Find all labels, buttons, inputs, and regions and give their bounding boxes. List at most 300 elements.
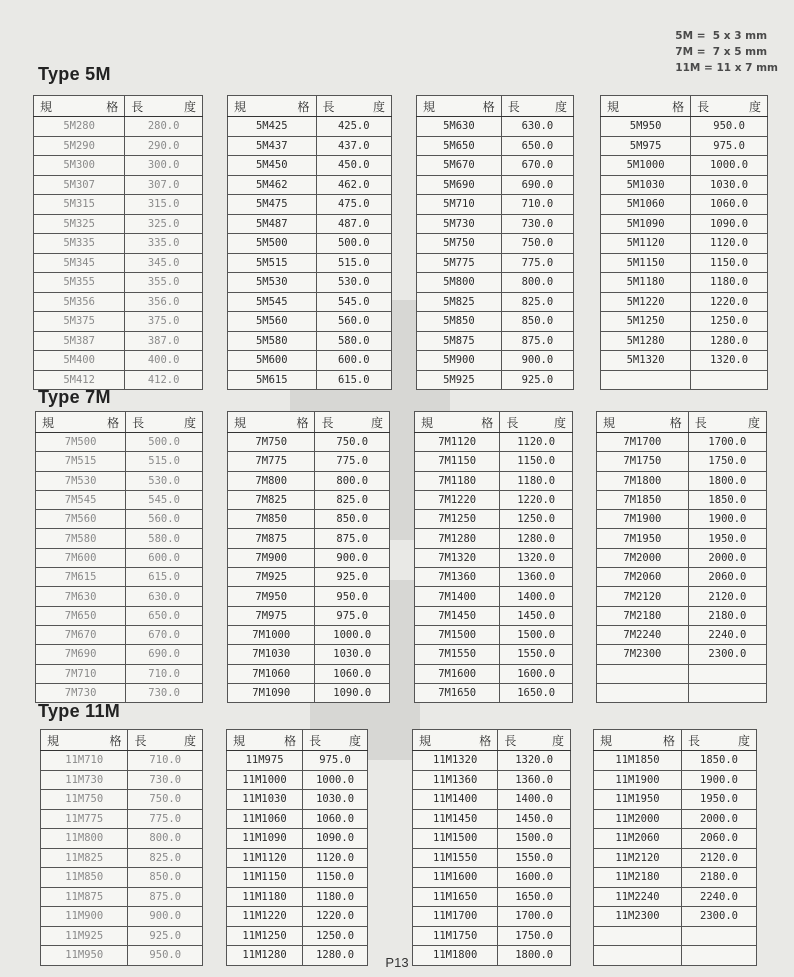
spec-header-c2: 格 [284,733,297,748]
spec-code: 7M1220 [415,490,500,509]
length-value: 1220.0 [303,907,368,927]
spec-code: 11M2300 [594,907,682,927]
table-row [228,587,390,606]
spec-header-c1: 規 [42,415,55,430]
table-row [228,253,392,273]
table-row [228,292,392,312]
length-value: 900.0 [501,351,573,371]
length-value: 356.0 [125,292,203,312]
spec-code: 5M900 [417,351,502,371]
spec-header-c2: 格 [482,99,495,114]
table-row [417,136,574,156]
length-value: 1000.0 [315,625,390,644]
spec-code: 5M355 [34,273,125,293]
length-header [128,730,203,751]
spec-code: 11M1150 [227,868,303,888]
length-value: 710.0 [126,664,203,683]
spec-code: 7M1750 [597,452,689,471]
table-header-row [34,96,203,117]
table-row [594,809,757,829]
length-value: 825.0 [501,292,573,312]
spec-header-c1: 規 [607,99,620,114]
length-value: 950.0 [691,117,768,137]
table-row [597,452,767,471]
table-row [601,273,768,293]
table-row [597,510,767,529]
table-row [594,868,757,888]
spec-code: 5M437 [228,136,317,156]
table-row [415,606,573,625]
table-header-row [597,412,767,433]
table-header-row [417,96,574,117]
length-value: 1750.0 [498,926,571,946]
spec-code: 5M1060 [601,195,691,215]
table-row [597,548,767,567]
length-value: 1180.0 [500,471,573,490]
spec-code: 7M1280 [415,529,500,548]
spec-code: 7M925 [228,568,315,587]
length-value: 825.0 [128,848,203,868]
length-value: 515.0 [316,253,391,273]
length-value: 2120.0 [688,587,766,606]
length-value: 580.0 [316,331,391,351]
spec-code: 7M775 [228,452,315,471]
table-row [228,606,390,625]
length-value: 710.0 [128,751,203,771]
length-value: 1280.0 [500,529,573,548]
length-header-c2: 度 [183,415,196,430]
table-row [34,351,203,371]
table-row [34,175,203,195]
length-header [315,412,390,433]
spec-code: 11M1450 [413,809,498,829]
length-value: 400.0 [125,351,203,371]
table-row [415,664,573,683]
length-value: 1280.0 [303,946,368,966]
spec-header [601,96,691,117]
table-row [227,907,368,927]
length-header [316,96,391,117]
spec-header [417,96,502,117]
spec-code: 7M900 [228,548,315,567]
length-header-c2: 度 [372,99,385,114]
spec-code: 5M450 [228,156,317,176]
spec-code: 7M1030 [228,645,315,664]
table-row [41,790,203,810]
spec-code: 5M1150 [601,253,691,273]
table-row [36,510,203,529]
length-value: 325.0 [125,214,203,234]
length-value: 1450.0 [498,809,571,829]
spec-header-c2: 格 [481,415,494,430]
table-row [36,568,203,587]
table-row [601,292,768,312]
spec-table-0-0 [33,95,203,390]
length-value: 925.0 [128,926,203,946]
spec-header-c2: 格 [109,733,122,748]
table-row [415,625,573,644]
spec-code: 5M690 [417,175,502,195]
length-header-c2: 度 [747,415,760,430]
spec-code: 7M1800 [597,471,689,490]
length-value: 1320.0 [500,548,573,567]
length-value: 800.0 [128,829,203,849]
spec-table-0-1 [227,95,392,390]
table-row [417,195,574,215]
spec-code: 5M925 [417,370,502,390]
spec-code: 11M710 [41,751,128,771]
length-value: 315.0 [125,195,203,215]
table-row [36,683,203,702]
table-row [228,331,392,351]
table-row [228,195,392,215]
spec-code: 11M2060 [594,829,682,849]
table-row [601,351,768,371]
table-row [417,253,574,273]
spec-code: 7M2300 [597,645,689,664]
table-row [415,433,573,452]
table-row [228,568,390,587]
length-header [688,412,766,433]
spec-code: 5M1220 [601,292,691,312]
length-value: 875.0 [128,887,203,907]
length-value: 1900.0 [688,510,766,529]
spec-code: 7M530 [36,471,126,490]
spec-code: 5M1000 [601,156,691,176]
length-value: 1450.0 [500,606,573,625]
spec-code: 7M1000 [228,625,315,644]
length-value: 800.0 [315,471,390,490]
table-row [41,829,203,849]
table-row [34,273,203,293]
spec-code: 7M1090 [228,683,315,702]
table-header-row [41,730,203,751]
length-value: 900.0 [128,907,203,927]
spec-code: 5M356 [34,292,125,312]
spec-code: 11M825 [41,848,128,868]
length-value: 300.0 [125,156,203,176]
table-header-row [601,96,768,117]
table-row [415,529,573,548]
length-value: 730.0 [501,214,573,234]
spec-code: 5M1030 [601,175,691,195]
length-value: 630.0 [126,587,203,606]
length-header [682,730,757,751]
table-row [228,490,390,509]
spec-header-c1: 規 [419,733,432,748]
spec-code [601,370,691,390]
length-value [691,370,768,390]
spec-code: 7M730 [36,683,126,702]
spec-table-0-2 [416,95,574,390]
table-row [413,809,571,829]
spec-header-c1: 規 [40,99,53,114]
spec-table-1-1 [227,411,390,703]
spec-code: 5M487 [228,214,317,234]
table-row [601,370,768,390]
table-row [601,253,768,273]
length-header-c1: 長 [134,733,147,748]
length-value: 1250.0 [303,926,368,946]
table-row [36,490,203,509]
table-row [34,253,203,273]
length-header-c1: 長 [322,99,335,114]
spec-header-c1: 規 [423,99,436,114]
spec-code [597,683,689,702]
spec-code: 7M600 [36,548,126,567]
spec-header [415,412,500,433]
length-value: 1180.0 [691,273,768,293]
table-row [597,606,767,625]
table-row [41,887,203,907]
length-value: 1320.0 [691,351,768,371]
table-row [227,770,368,790]
length-value: 2180.0 [682,868,757,888]
table-row [34,312,203,332]
spec-header-c1: 規 [47,733,60,748]
table-row [228,214,392,234]
spec-header-c1: 規 [234,99,247,114]
spec-code: 11M925 [41,926,128,946]
spec-header-c1: 規 [233,733,246,748]
table-row [41,770,203,790]
length-value: 290.0 [125,136,203,156]
spec-code: 11M950 [41,946,128,966]
length-value: 750.0 [315,433,390,452]
spec-code: 5M530 [228,273,317,293]
spec-code: 11M750 [41,790,128,810]
table-row [34,331,203,351]
table-row [417,370,574,390]
table-row [227,809,368,829]
length-header [498,730,571,751]
table-row [228,273,392,293]
spec-code: 7M500 [36,433,126,452]
table-row [413,848,571,868]
length-header-c1: 長 [309,733,322,748]
length-value: 1650.0 [498,887,571,907]
length-value: 775.0 [501,253,573,273]
spec-code: 7M1180 [415,471,500,490]
spec-header [34,96,125,117]
spec-code: 7M1900 [597,510,689,529]
spec-code: 5M670 [417,156,502,176]
table-row [228,117,392,137]
spec-code: 5M730 [417,214,502,234]
table-row [413,829,571,849]
length-value: 560.0 [126,510,203,529]
length-value: 1150.0 [691,253,768,273]
spec-code: 5M475 [228,195,317,215]
length-value: 950.0 [315,587,390,606]
table-row [228,370,392,390]
length-value: 1800.0 [688,471,766,490]
spec-header [413,730,498,751]
spec-code: 11M1180 [227,887,303,907]
spec-code: 7M975 [228,606,315,625]
length-value: 1950.0 [688,529,766,548]
spec-code: 5M280 [34,117,125,137]
length-value: 1220.0 [691,292,768,312]
spec-header-c2: 格 [669,415,682,430]
table-row [227,887,368,907]
table-row [413,926,571,946]
length-header-c1: 長 [132,415,145,430]
length-value: 500.0 [316,234,391,254]
table-row [597,490,767,509]
spec-header [41,730,128,751]
length-value: 1400.0 [498,790,571,810]
spec-code: 11M1700 [413,907,498,927]
spec-code: 5M1320 [601,351,691,371]
length-header-c1: 長 [321,415,334,430]
length-value: 1950.0 [682,790,757,810]
spec-code: 11M1600 [413,868,498,888]
length-value: 1250.0 [691,312,768,332]
spec-code: 11M2000 [594,809,682,829]
length-value: 1700.0 [688,433,766,452]
spec-code: 5M600 [228,351,317,371]
spec-code: 7M615 [36,568,126,587]
spec-code: 7M1250 [415,510,500,529]
spec-code: 11M800 [41,829,128,849]
length-header [500,412,573,433]
table-row [41,848,203,868]
length-value: 1030.0 [691,175,768,195]
spec-code: 5M1250 [601,312,691,332]
length-value: 670.0 [126,625,203,644]
table-row [415,471,573,490]
spec-code: 5M950 [601,117,691,137]
length-value: 670.0 [501,156,573,176]
spec-code: 7M2180 [597,606,689,625]
length-value: 600.0 [316,351,391,371]
table-row [594,848,757,868]
spec-code: 11M1800 [413,946,498,966]
table-header-row [228,96,392,117]
length-value: 580.0 [126,529,203,548]
spec-code: 5M515 [228,253,317,273]
length-value: 775.0 [128,809,203,829]
table-row [228,683,390,702]
spec-code: 5M307 [34,175,125,195]
length-value: 387.0 [125,331,203,351]
table-row [601,214,768,234]
length-value: 1800.0 [498,946,571,966]
spec-code: 7M1320 [415,548,500,567]
length-value: 355.0 [125,273,203,293]
table-row [415,548,573,567]
spec-code: 11M1400 [413,790,498,810]
spec-header-c1: 規 [234,415,247,430]
table-row [228,471,390,490]
spec-code: 7M560 [36,510,126,529]
length-value: 1320.0 [498,751,571,771]
length-value: 630.0 [501,117,573,137]
length-value: 545.0 [316,292,391,312]
spec-code: 7M1650 [415,683,500,702]
spec-code: 7M545 [36,490,126,509]
spec-code: 7M875 [228,529,315,548]
table-row [228,645,390,664]
spec-code: 11M775 [41,809,128,829]
spec-code: 7M800 [228,471,315,490]
spec-code: 11M1750 [413,926,498,946]
spec-code: 7M1850 [597,490,689,509]
section-title-1: Type 7M [38,387,111,407]
spec-code: 5M1280 [601,331,691,351]
spec-code: 11M1650 [413,887,498,907]
table-row [413,907,571,927]
length-value: 900.0 [315,548,390,567]
table-row [34,234,203,254]
length-value: 345.0 [125,253,203,273]
spec-code: 11M1030 [227,790,303,810]
table-row [417,331,574,351]
length-value: 530.0 [126,471,203,490]
table-row [36,645,203,664]
length-header-c1: 長 [697,99,710,114]
length-header-c2: 度 [748,99,761,114]
length-value: 530.0 [316,273,391,293]
spec-code: 5M387 [34,331,125,351]
spec-header [597,412,689,433]
table-row [36,587,203,606]
length-value: 437.0 [316,136,391,156]
table-row [228,351,392,371]
length-value: 462.0 [316,175,391,195]
spec-code: 5M825 [417,292,502,312]
spec-code: 5M545 [228,292,317,312]
table-row [36,452,203,471]
table-row [417,292,574,312]
length-header [126,412,203,433]
table-row [594,790,757,810]
spec-code: 11M1090 [227,829,303,849]
table-row [34,195,203,215]
length-value: 2060.0 [688,568,766,587]
length-header [691,96,768,117]
length-value: 425.0 [316,117,391,137]
length-value: 730.0 [128,770,203,790]
spec-code: 5M412 [34,370,125,390]
length-header [501,96,573,117]
spec-code: 7M850 [228,510,315,529]
length-value: 412.0 [125,370,203,390]
length-header-c1: 長 [694,415,707,430]
length-value: 1000.0 [691,156,768,176]
table-row [34,117,203,137]
table-row [415,490,573,509]
table-row [228,234,392,254]
size-legend-7m: 7M = 7 x 5 mm [675,46,768,58]
length-header-c1: 長 [131,99,144,114]
spec-table-2-3 [593,729,757,966]
table-row [36,529,203,548]
length-value: 560.0 [316,312,391,332]
length-value: 1750.0 [688,452,766,471]
spec-code: 11M1250 [227,926,303,946]
table-row [227,790,368,810]
length-header-c1: 長 [504,733,517,748]
spec-code: 11M1360 [413,770,498,790]
table-row [415,452,573,471]
length-value: 1090.0 [303,829,368,849]
spec-code: 5M580 [228,331,317,351]
spec-code: 11M875 [41,887,128,907]
length-value: 1060.0 [691,195,768,215]
table-row [417,214,574,234]
